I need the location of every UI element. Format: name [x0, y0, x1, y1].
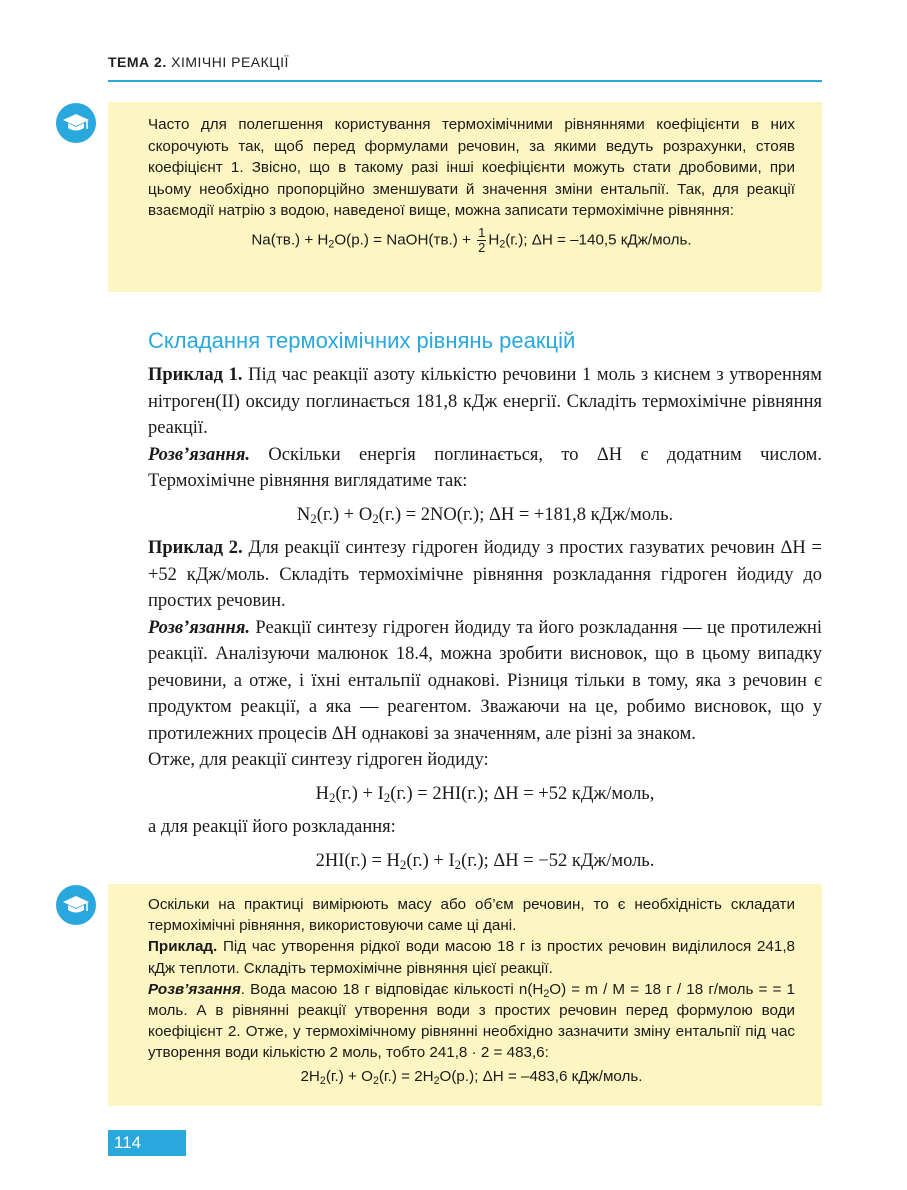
info-box-text: Часто для полегшення користування термохімічними рівняннями коефіцієнти в них скорочують так, щоб перед формулами речовин, за якими ведуть розрахунки, стояв коефіцієнт 1. Звісно, що в такому разі інші коефіцієнти можуть стати дробовими, при цьому необхідно пропорційно зменшувати й значення зміни ентальпії. Так, для реакції взаємодії натрію з водою, наведеної вище, можна записати термохімічне рівняння: — [148, 116, 795, 219]
info-box-solution: Розв’язання. Вода масою 18 г відповідає кількості $n(H_2O) = m / M = 18$ г / 18 г/моль = = 1 моль. А в рівнянні реакції утворення води з простих речовин перед формулою води коефіцієнт 2. Отже, у термохімічному рівнянні необхідно зазначити зміну ентальпії під час утворення води кількістю 2 моль, тобто 241,8 · 2 = 483,6: — [148, 980, 795, 1062]
page-number: 114 — [108, 1130, 186, 1156]
equation-sodium-water: $Na(тв.) + H_2O(р.)$ = NaOH(тв.) + $\frac{1}{2}$ $H_2(г.)$; ΔH = –140,5 кДж/моль. — [251, 224, 692, 255]
solution-2: Розв’язання. Реакції синтезу гідроген йодиду та його розкладання — це протилежні реакції. Аналізуючи малюнок 18.4, можна зробити висновок, що в цьому випадку речовини, а отже, і їхні ентальпії однакові. Різниця тільки в тому, яка з речовин є продуктом реакції, а яка — реагентом. Зважаючи на це, робимо висновок, що у протилежних процесів ΔH однакові за значенням, але різні за знаком. — [148, 617, 822, 744]
solution-1: Розв’язання. Оскільки енергія поглинається, то ΔH є додатним числом. Термохімічне рівняння виглядатиме так: — [148, 444, 822, 491]
info-box-fractional-coefficients — [108, 102, 822, 292]
info-box-intro: Оскільки на практиці вимірюють масу або об’єм речовин, то є необхідність складати термохімічні рівняння, використовуючи саме ці дані. — [148, 896, 795, 935]
info-box-example: Приклад. Під час утворення рідкої води масою 18 г із простих речовин виділилося 241,8 кДж теплоти. Складіть термохімічне рівняння цієї реакції. — [148, 938, 795, 977]
page-header — [108, 52, 822, 82]
decomposition-intro: а для реакції його розкладання: — [148, 817, 396, 837]
header-title: ХІМІЧНІ РЕАКЦІЇ — [171, 54, 289, 70]
example-2: Приклад 2. Для реакції синтезу гідроген йодиду з простих газуватих речовин ΔH = +52 кДж/моль. Складіть термохімічне рівняння розкладання гідроген йодиду до простих речовин. — [148, 538, 822, 611]
section-title: Складання термохімічних рівнянь реакцій — [148, 328, 576, 353]
graduation-cap-icon — [56, 885, 96, 925]
equation-hi-synthesis: $H_2(г.) + I_2(г.) = 2HI(г.)$; ΔH = +52 кДж/моль, — [315, 783, 655, 805]
header-tema: ТЕМА 2. — [108, 54, 167, 70]
fraction-one-half: $\frac{1}{2}$ — [478, 224, 486, 255]
equation-no-formation: $N_2(г.) + O_2(г.) = 2NO(г.)$; ΔH = +181,8 кДж/моль. — [296, 504, 674, 526]
synthesis-intro: Отже, для реакції синтезу гідроген йодиду: — [148, 750, 489, 770]
main-text — [148, 362, 822, 881]
graduation-cap-icon — [56, 103, 96, 143]
equation-hi-decomposition: $2HI(г.) = H_2(г.) + I_2(г.)$; ΔH = −52 кДж/моль. — [315, 850, 655, 872]
example-1: Приклад 1. Під час реакції азоту кількістю речовини 1 моль з киснем з утворенням нітроген(II) оксиду поглинається 181,8 кДж енергії. Складіть термохімічне рівняння реакції. — [148, 365, 822, 438]
info-box-mass-calculation — [108, 884, 822, 1106]
equation-water-formation: $2H_2(г.) + O_2(г.) = 2H_2O(р.)$; ΔH = –483,6 кДж/моль. — [300, 1067, 643, 1087]
